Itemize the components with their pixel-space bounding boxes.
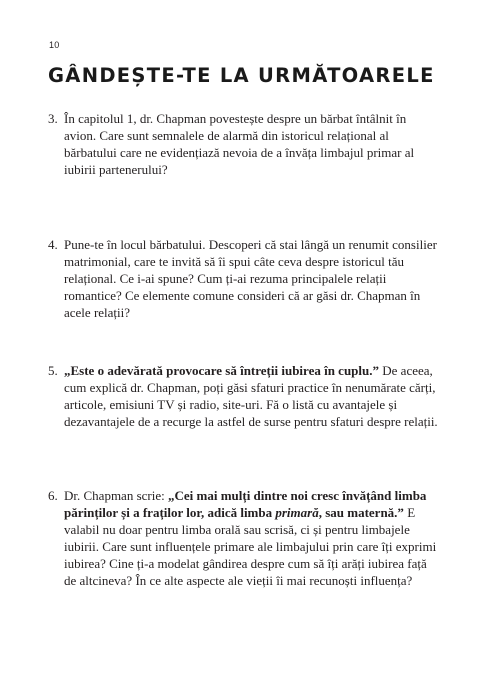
question-number: 5.: [48, 363, 58, 378]
question-text-rest: De aceea, cum explică dr. Chapman, poți găsi sfaturi practice în nenumărate cărți, articole, emisiuni TV și radio, site-uri. Fă o listă cu avantajele și dezavantajele de a recurge la astfel de surse pentru sfaturi despre relații.: [64, 363, 438, 429]
bold-quote: „Este o adevărată provocare să întreții iubirea în cuplu.”: [64, 363, 380, 378]
question-text: [64, 487, 438, 589]
question-text: [64, 362, 438, 430]
question-text-rest: E valabil nu doar pentru limba orală sau scrisă, ci și pentru limbajele iubirii. Care sunt influențele primare ale limbajului prin care îți exprimi iubirea? Cine ți-a modelat gândirea despre cum să îți arăți iubirea față de altcineva? În ce alte aspecte ale vieții îi mai recunoști influența?: [64, 505, 437, 588]
question-number: 6.: [48, 488, 58, 503]
question-6: [48, 487, 438, 589]
bold-quote-part-1: „Cei mai mulți dintre noi cresc învățând limba părinților și a fraților lor, adică limba: [64, 488, 427, 520]
bold-quote-part-2: , sau maternă.”: [318, 505, 404, 520]
question-text: În capitolul 1, dr. Chapman povestește despre un bărbat întâlnit în avion. Care sunt semnalele de alarmă din istoricul relațional al bărbatului care ne evidențiază nevoia de a învăța limbajul primar al iubirii partenerului?: [64, 111, 415, 177]
question-5: [48, 362, 438, 430]
question-text: Pune-te în locul bărbatului. Descoperi că stai lângă un renumit consilier matrimonial, care te invită să îi spui câte ceva despre istoricul tău relațional. Ce i-ai spune? Cum ți-ai rezuma principalele relații romantice? Ce elemente comune consideri că ar găsi dr. Chapman în acele relații?: [64, 237, 437, 320]
question-number: 3.: [48, 111, 58, 126]
question-number: 4.: [48, 237, 58, 252]
page-number: 10: [49, 40, 60, 50]
section-heading: GÂNDEȘTE-TE LA URMĂTOARELE: [48, 64, 435, 87]
question-3: [48, 110, 438, 178]
bold-italic-word: primară: [275, 505, 319, 520]
question-intro: Dr. Chapman scrie:: [64, 488, 168, 503]
question-4: [48, 236, 438, 321]
